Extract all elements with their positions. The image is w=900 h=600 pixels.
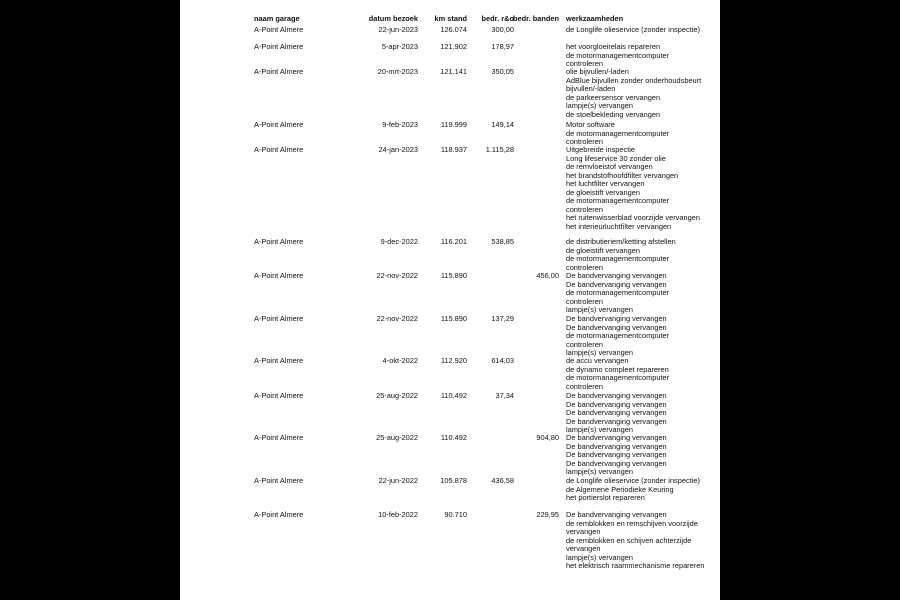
work-line: de remblokken en schijven achterzijde vervangen <box>566 535 692 554</box>
cell-work <box>566 392 706 435</box>
work-line: De bandvervanging vervangen <box>566 510 667 519</box>
work-line: de Longlife olieservice (zonder inspectie) <box>566 25 700 34</box>
work-line: het elektrisch raammechanisme repareren <box>566 561 705 571</box>
document-page <box>180 0 720 600</box>
cell-ro: 300,00 <box>491 25 514 34</box>
cell-work <box>566 315 706 358</box>
work-line: lampje(s) vervangen <box>566 467 633 477</box>
header-band: bedr. banden <box>513 14 559 23</box>
cell-work <box>566 26 706 35</box>
cell-garage: A-Point Almere <box>254 67 304 76</box>
cell-km: 115.890 <box>440 271 467 280</box>
work-line: het portierslot repareren <box>566 493 645 503</box>
cell-garage: A-Point Almere <box>254 120 304 129</box>
cell-band: 456,00 <box>536 271 559 280</box>
cell-ro: 1.115,28 <box>485 145 514 154</box>
cell-garage: A-Point Almere <box>254 433 304 442</box>
cell-date: 25-aug-2022 <box>376 391 418 400</box>
cell-ro: 350,05 <box>491 67 514 76</box>
cell-km: 110.492 <box>440 391 467 400</box>
work-line: de parkeersensor vervangen <box>566 92 661 102</box>
cell-work <box>566 357 706 391</box>
cell-ro: 37,34 <box>495 391 514 400</box>
work-line: De bandvervanging vervangen <box>566 322 667 332</box>
cell-garage: A-Point Almere <box>254 145 304 154</box>
cell-date: 22-nov-2022 <box>376 271 418 280</box>
work-line: lampje(s) vervangen <box>566 348 633 358</box>
header-date: datum bezoek <box>368 14 418 23</box>
cell-date: 25-aug-2022 <box>376 433 418 442</box>
cell-work <box>566 272 706 315</box>
cell-date: 20-mrt-2023 <box>377 67 418 76</box>
cell-ro: 178,97 <box>491 42 514 51</box>
work-line: olie bijvullen/-laden <box>566 67 629 76</box>
work-line: het interieurluchtfilter vervangen <box>566 221 672 231</box>
cell-work <box>566 146 706 231</box>
cell-date: 10-feb-2022 <box>378 510 418 519</box>
header-garage: naam garage <box>254 14 300 23</box>
work-line: lampje(s) vervangen <box>566 425 633 435</box>
work-line: de gloeistift vervangen <box>566 245 640 255</box>
cell-garage: A-Point Almere <box>254 237 304 246</box>
header-km: km stand <box>434 14 467 23</box>
cell-date: 5-apr-2023 <box>381 42 418 51</box>
cell-work <box>566 238 706 272</box>
work-line: Long lifeservice 30 zonder olie <box>566 153 666 163</box>
cell-garage: A-Point Almere <box>254 510 304 519</box>
cell-ro: 137,29 <box>491 314 514 323</box>
work-line: De bandvervanging vervangen <box>566 416 667 426</box>
work-line: de motormanagementcomputer controleren <box>566 373 670 391</box>
cell-ro: 538,85 <box>491 237 514 246</box>
cell-garage: A-Point Almere <box>254 271 304 280</box>
cell-band: 229,95 <box>536 510 559 519</box>
cell-garage: A-Point Almere <box>254 314 304 323</box>
cell-km: 110.492 <box>440 433 467 442</box>
header-work: werkzaamheden <box>566 14 624 23</box>
cell-km: 116.201 <box>440 237 467 246</box>
cell-ro: 436,58 <box>491 476 514 485</box>
work-line: De bandvervanging vervangen <box>566 433 667 442</box>
work-line: de distributieriem/ketting afstellen <box>566 237 676 246</box>
work-line: de Algemene Periodieke Keuring <box>566 484 674 494</box>
work-line: De bandvervanging vervangen <box>566 314 667 323</box>
cell-date: 22-jun-2022 <box>378 476 418 485</box>
work-line: De bandvervanging vervangen <box>566 279 667 289</box>
work-line: de motormanagementcomputer controleren <box>566 254 670 272</box>
cell-date: 22-jun-2023 <box>378 25 418 34</box>
cell-garage: A-Point Almere <box>254 356 304 365</box>
work-line: Motor software <box>566 120 615 129</box>
cell-garage: A-Point Almere <box>254 476 304 485</box>
work-line: lampje(s) vervangen <box>566 552 633 562</box>
cell-garage: A-Point Almere <box>254 391 304 400</box>
cell-km: 112.920 <box>440 356 467 365</box>
work-line: de Longlife olieservice (zonder inspectie) <box>566 476 700 485</box>
work-line: De bandvervanging vervangen <box>566 441 667 451</box>
cell-date: 9-dec-2022 <box>380 237 418 246</box>
work-line: de accu vervangen <box>566 356 629 365</box>
work-line: de gloeistift vervangen <box>566 187 640 197</box>
work-line: lampje(s) vervangen <box>566 305 633 315</box>
work-line: de motormanagementcomputer controleren <box>566 128 670 147</box>
work-line: de motormanagementcomputer controleren <box>566 331 670 349</box>
work-line: de motormanagementcomputer controleren <box>566 196 670 214</box>
work-line: de motormanagementcomputer controleren <box>566 50 670 69</box>
cell-km: 118.937 <box>440 145 467 154</box>
work-line: de stoelbekleding vervangen <box>566 109 661 119</box>
header-ro: bedr. r&o <box>481 14 514 23</box>
cell-work <box>566 68 706 119</box>
cell-date: 4-okt-2022 <box>382 356 418 365</box>
work-line: het luchtfilter vervangen <box>566 179 645 189</box>
work-line: de motormanagementcomputer controleren <box>566 288 670 306</box>
cell-km: 90.710 <box>444 510 467 519</box>
work-line: de remvloeistof vervangen <box>566 162 653 172</box>
work-line: lampje(s) vervangen <box>566 101 633 111</box>
cell-date: 24-jan-2023 <box>378 145 418 154</box>
cell-km: 126.074 <box>440 25 467 34</box>
cell-garage: A-Point Almere <box>254 25 304 34</box>
work-line: De bandvervanging vervangen <box>566 458 667 468</box>
cell-garage: A-Point Almere <box>254 42 304 51</box>
cell-date: 9-feb-2023 <box>382 120 418 129</box>
cell-work <box>566 434 706 477</box>
cell-band: 904,80 <box>536 433 559 442</box>
work-line: het brandstofhoofdfilter vervangen <box>566 170 679 180</box>
work-line: De bandvervanging vervangen <box>566 391 667 400</box>
cell-work <box>566 511 706 571</box>
cell-km: 115.890 <box>440 314 467 323</box>
cell-work <box>566 43 706 69</box>
cell-km: 121.141 <box>440 67 467 76</box>
cell-km: 121.902 <box>440 42 467 51</box>
cell-km: 105.878 <box>440 476 467 485</box>
work-line: de remblokken en remschijven voorzijde vervangen <box>566 518 698 537</box>
cell-date: 22-nov-2022 <box>376 314 418 323</box>
cell-km: 119.999 <box>440 120 467 129</box>
work-line: het voorgloeirelais repareren <box>566 42 661 51</box>
cell-work <box>566 121 706 147</box>
work-line: Uitgebreide inspectie <box>566 145 636 154</box>
work-line: de dynamo compleet repareren <box>566 364 669 374</box>
work-line: AdBlue bijvullen zonder onderhoudsbeurt bijvullen/-laden <box>566 75 702 94</box>
work-line: De bandvervanging vervangen <box>566 271 667 280</box>
work-line: De bandvervanging vervangen <box>566 450 667 460</box>
work-line: De bandvervanging vervangen <box>566 399 667 409</box>
work-line: De bandvervanging vervangen <box>566 408 667 418</box>
cell-ro: 614,03 <box>491 356 514 365</box>
cell-work <box>566 477 706 503</box>
work-line: het ruitenwisserblad voorzijde vervangen <box>566 213 700 223</box>
cell-ro: 149,14 <box>491 120 514 129</box>
